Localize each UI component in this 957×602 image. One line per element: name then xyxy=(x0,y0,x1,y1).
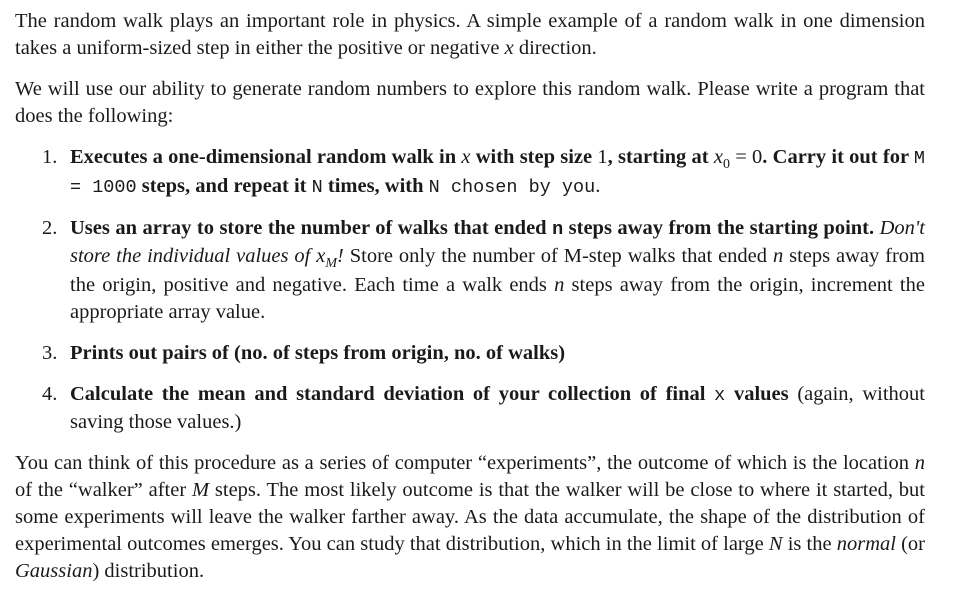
math-var-x: x xyxy=(713,146,723,168)
task-text: (again, without saving those values.) xyxy=(70,383,925,433)
code-inline: N chosen by you xyxy=(428,177,596,198)
code-inline: M = 1000 xyxy=(70,148,926,198)
math-equation: = 0 xyxy=(729,146,763,168)
task-text: . xyxy=(595,175,601,197)
intro-text-end: direction. xyxy=(513,37,597,59)
list-number: 1. xyxy=(42,146,58,168)
task-text: times, with xyxy=(322,175,429,197)
list-number: 3. xyxy=(42,342,58,364)
math-var-n: n xyxy=(914,452,925,474)
task-text: Uses an array to store the number of walks that ended xyxy=(70,217,553,239)
task-text: steps, and repeat it xyxy=(136,175,312,197)
task-text: . Carry it out for xyxy=(762,146,914,168)
outro-text: You can think of this procedure as a series of computer “experiments”, the outcome of which is the location xyxy=(15,452,915,474)
outro-emphasis: Gaussian xyxy=(15,560,93,582)
code-inline: x xyxy=(714,385,726,406)
outro-paragraph xyxy=(15,450,925,585)
math-var-x: x xyxy=(316,245,326,267)
task-emphasis: Don't store the individual values of xyxy=(70,217,926,267)
code-inline: N xyxy=(311,177,323,198)
task-emphasis: ! xyxy=(337,245,344,267)
outro-text: (or xyxy=(895,533,925,555)
task-text: steps away from the origin, positive and negative. Each time a walk ends xyxy=(70,245,925,296)
intro-text: The random walk plays an important role in physics. A simple example of a random walk in one dimension takes a uniform-sized step in either the positive or negative xyxy=(15,10,925,59)
math-subscript: M xyxy=(325,256,338,271)
task-item-3 xyxy=(15,340,925,367)
task-item-2 xyxy=(15,215,925,326)
task-text: Store only the number of M-step walks that ended xyxy=(343,245,773,267)
outro-text: of the “walker” after xyxy=(15,479,192,501)
outro-emphasis: normal xyxy=(836,533,896,555)
task-text: with step size xyxy=(470,146,598,168)
math-var-m: M xyxy=(191,479,210,501)
task-text: values xyxy=(725,383,789,405)
task-text: , starting at xyxy=(607,146,714,168)
math-subscript: 0 xyxy=(722,157,730,172)
outro-text: ) distribution. xyxy=(92,560,205,582)
math-var-n: n xyxy=(772,245,784,267)
outro-text: steps. The most likely outcome is that the walker will be close to where it started, but some experiments will leave the walker farther away. As the data accumulate, the shape of the distribution of experimental outcomes emerges. You can study that distribution, which in the limit of large xyxy=(15,479,925,555)
task-text: Calculate the mean and standard deviation of your collection of final xyxy=(70,383,715,405)
list-number: 4. xyxy=(42,383,58,405)
math-value: 1 xyxy=(597,146,608,168)
math-var-x: x xyxy=(461,146,471,168)
math-var-n-large: N xyxy=(768,533,783,555)
list-number: 2. xyxy=(42,217,58,239)
math-var-n: n xyxy=(554,274,565,296)
intro-paragraph-2: We will use our ability to generate random numbers to explore this random walk. Please write a program that does the following: xyxy=(15,78,925,127)
math-var-x: x xyxy=(504,37,514,59)
task-item-1 xyxy=(15,144,925,201)
task-text: Prints out pairs of (no. of steps from origin, no. of walks) xyxy=(70,342,566,364)
intro-paragraph-1 xyxy=(15,8,925,62)
document-body xyxy=(15,8,925,585)
task-text: steps away from the starting point. xyxy=(563,217,875,239)
task-text: Executes a one-dimensional random walk in xyxy=(70,146,462,168)
task-item-4 xyxy=(15,381,925,436)
task-list xyxy=(15,144,925,436)
outro-text: is the xyxy=(782,533,837,555)
task-text: steps away from the origin, increment the appropriate array value. xyxy=(70,274,925,323)
code-inline: n xyxy=(552,219,564,240)
